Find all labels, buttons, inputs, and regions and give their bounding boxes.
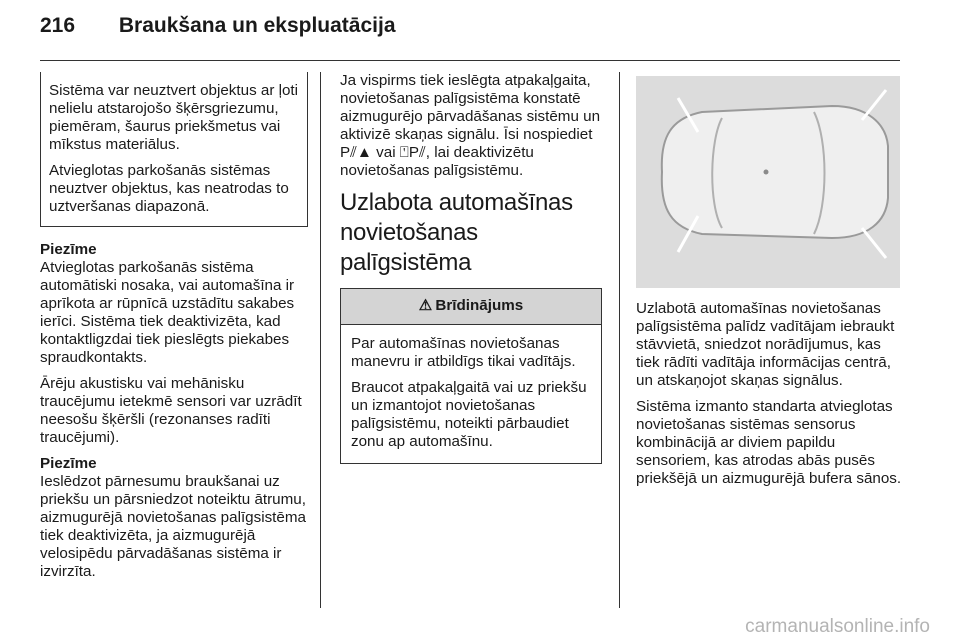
column-left — [40, 72, 308, 589]
note-paragraph: Ieslēdzot pārnesumu braukšanai uz priekšu un pārsniedzot noteiktu ātrumu, aizmugurējā novietošanas palīgsistēma tiek deaktivizēta, ja aizmugurējā velosipēdu pārvadāšanas sistēma ir izvirzīta. — [40, 473, 306, 580]
warning-title: Brīdinājums — [435, 297, 524, 314]
warning-paragraph: Braucot atpakaļgaitā vai uz priekšu un izmantojot novietošanas palīgsistēmu, noteikti pārbaudiet zonu ap automašīnu. — [351, 379, 587, 450]
caution-box — [40, 72, 308, 227]
warning-box — [340, 288, 602, 464]
warning-header — [341, 289, 601, 325]
watermark: carmanualsonline.info — [745, 616, 930, 637]
caution-paragraph: Atvieglotas parkošanās sistēmas neuztver objektus, kas neatrodas to uztveršanas diapazonā. — [49, 162, 289, 215]
column-divider — [320, 72, 321, 608]
column-divider — [619, 72, 620, 608]
column-right — [636, 72, 902, 496]
note-paragraph: Atvieglotas parkošanās sistēma automātiski nosaka, vai automašīna ir aprīkota ar rūpnīcā uzstādītu sakabes ierīci. Sistēma tiek deaktivizēta, kad kontaktligzdai tiek pieslēgts piekabes spraudkontakts. — [40, 259, 295, 366]
car-top-view-illustration — [636, 76, 900, 288]
warning-triangle-icon: ⚠ — [418, 297, 433, 314]
warning-paragraph: Par automašīnas novietošanas manevru ir atbildīgs tikai vadītājs. — [351, 335, 576, 370]
page-number: 216 — [40, 14, 76, 37]
column-middle — [340, 72, 602, 464]
caution-paragraph: Sistēma var neuztvert objektus ar ļoti nelielu atstarojošo šķērsgriezumu, piemēram, šaurus priekšmetus vai mīkstus materiālus. — [49, 82, 299, 153]
body-paragraph: Uzlabotā automašīnas novietošanas palīgsistēma palīdz vadītājam iebraukt stāvvietā, sniedzot norādījumus, kas tiek rādīti vadītāja informācijas centrā, un atskaņojot skaņas signālus. — [636, 300, 895, 389]
section-title: Braukšana un ekspluatācija — [118, 14, 396, 37]
note-paragraph: Ārēju akustisku vai mehānisku traucējumu ietekmē sensori var uzrādīt neesošu šķēršli (rezonanses radīti traucējumi). — [40, 375, 302, 446]
header-rule — [40, 60, 900, 61]
intro-paragraph: Ja vispirms tiek ieslēgta atpakaļgaita, novietošanas palīgsistēma konstatē aizmugurējo pārvadāšanas sistēmu un aktivizē skaņas signālu. Īsi nospiediet P⫽▲ vai ⍞P⫽, lai deaktivizētu novietošanas palīgsistēmu. — [340, 72, 601, 179]
note-title: Piezīme — [40, 455, 97, 472]
page-header — [40, 14, 396, 38]
note-title: Piezīme — [40, 241, 97, 258]
section-heading: Uzlabota automašīnas novietošanas palīgsistēma — [340, 189, 573, 276]
warning-body — [341, 325, 601, 463]
body-paragraph: Sistēma izmanto standarta atvieglotas novietošanas sistēmas sensorus kombinācijā ar diviem papildu sensoriem, kas atrodas abās pusēs priekšējā un aizmugurējā bufera sānos. — [636, 398, 902, 487]
car-top-view-icon — [636, 76, 900, 288]
